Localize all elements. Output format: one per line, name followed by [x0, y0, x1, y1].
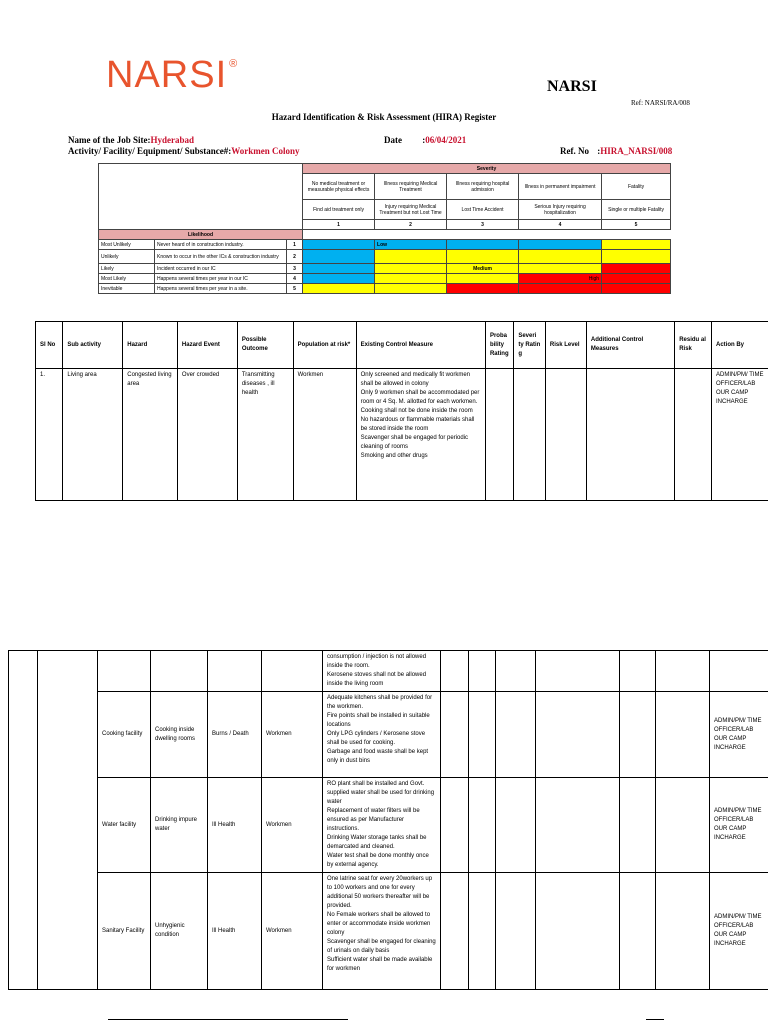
- severity-desc: Fatality: [602, 174, 671, 200]
- population: [262, 651, 323, 692]
- control-measures: One latrine seat for every 20workers up to 100 workers and one for every additional 50 workers thereafter will be provided. No Female workers shall be allowed to enter or accommodate inside workmen colony Scavenger shall be engaged for cleaning of urinals on daily basis Sufficient water shall be made available for workmen: [323, 873, 441, 990]
- severity-number: 4: [519, 220, 602, 230]
- action-by: ADMIN/PM/ TIME OFFICER/LAB OUR CAMP INCHARGE: [710, 692, 768, 778]
- residual-risk: [620, 692, 656, 778]
- risk-cell: [519, 250, 602, 264]
- risk-cell: [375, 274, 447, 284]
- likelihood-name: Unlikely: [99, 250, 155, 264]
- risk-cell: [602, 250, 671, 264]
- likelihood-name: Most Likely: [99, 274, 155, 284]
- table-row: [9, 651, 768, 692]
- signature-line-left: [108, 1019, 348, 1020]
- medium-label: Medium: [473, 265, 492, 272]
- hazard: Unhygienic condition: [151, 873, 208, 990]
- risk-cell: [447, 284, 519, 294]
- col-header: Residu al Risk: [675, 322, 712, 369]
- risk-cell: [375, 264, 447, 274]
- col-header: Proba bility Rating: [485, 322, 513, 369]
- risk-cell: [602, 240, 671, 250]
- likelihood-number: 5: [287, 284, 303, 294]
- col-header: Action By: [711, 322, 768, 369]
- activity-line: [68, 146, 300, 156]
- risk-cell: [447, 250, 519, 264]
- col-header: Population at risk*: [293, 322, 356, 369]
- risk-level: [496, 778, 536, 873]
- additional-measures: [536, 692, 620, 778]
- risk-cell: [602, 264, 671, 274]
- population: Workmen: [262, 692, 323, 778]
- risk-cell: [447, 264, 519, 274]
- action-by-blank: [656, 873, 710, 990]
- likelihood-number: 3: [287, 264, 303, 274]
- risk-level: [496, 651, 536, 692]
- control-measures: Only screened and medically fit workmen shall be allowed in colony Only 9 workmen shall be accommodated per room or 4 Sq. M. allotted for each workmen. Cooking shall not be done inside the room No hazardous or flammable materials shall be stored inside the room Scavenger shall be engaged for periodic cleaning of rooms Smoking and other drugs: [356, 369, 485, 501]
- brand-name: NARSI: [547, 78, 597, 95]
- additional-measures: [586, 369, 674, 501]
- ref-no-line: [560, 146, 672, 156]
- probability: [441, 778, 469, 873]
- additional-measures: [536, 778, 620, 873]
- col-header: Sub activity: [63, 322, 123, 369]
- additional-measures: [536, 651, 620, 692]
- severity: [469, 651, 496, 692]
- col-header: Additional Control Measures: [586, 322, 674, 369]
- sub-activity: Water facility: [98, 778, 151, 873]
- severity-desc: Illness requiring Medical Treatment: [375, 174, 447, 200]
- severity-desc: No medical treatment or measurable physical effects: [303, 174, 375, 200]
- likelihood-desc: Happens several times per year in our IC: [155, 274, 287, 284]
- date-label: Date: [384, 135, 402, 145]
- likelihood-name: Likely: [99, 264, 155, 274]
- severity-desc: Illness requiring hospital admission: [447, 174, 519, 200]
- matrix-gap: [303, 230, 671, 240]
- risk-cell: [519, 284, 602, 294]
- risk-cell: [303, 240, 375, 250]
- risk-cell: [375, 250, 447, 264]
- activity-value: Workmen Colony: [231, 146, 300, 156]
- col-header: Sl No: [36, 322, 63, 369]
- date-value: 06/04/2021: [425, 135, 467, 145]
- registered-mark: ®: [229, 58, 239, 70]
- ref-no-value: HIRA_NARSI/008: [600, 146, 673, 156]
- likelihood-desc: Happens several times per year in a site.: [155, 284, 287, 294]
- sub-activity-group: [38, 651, 98, 990]
- col-header: Hazard: [123, 322, 178, 369]
- risk-cell: [519, 274, 602, 284]
- hazard: Cooking inside dwelling rooms: [151, 692, 208, 778]
- job-site-line: [68, 135, 194, 145]
- activity-label: Activity/ Facility/ Equipment/ Substance#:: [68, 146, 232, 156]
- risk-cell: [375, 240, 447, 250]
- risk-cell: [447, 274, 519, 284]
- severity: [514, 369, 546, 501]
- ref-no-label: Ref. No: [560, 146, 589, 156]
- risk-cell: [602, 284, 671, 294]
- possible-outcome: Ill Health: [208, 873, 262, 990]
- severity-desc: Illness in permanent impairment: [519, 174, 602, 200]
- company-logo: [106, 54, 239, 97]
- sub-activity: Sanitary Facility: [98, 873, 151, 990]
- col-header: Existing Control Measure: [356, 322, 485, 369]
- risk-level: [496, 873, 536, 990]
- possible-outcome: Burns / Death: [208, 692, 262, 778]
- sl-no: [9, 651, 38, 990]
- risk-cell: [303, 250, 375, 264]
- matrix-blank: [99, 164, 303, 230]
- date-line: [384, 135, 466, 145]
- severity-number: 5: [602, 220, 671, 230]
- severity-number: 2: [375, 220, 447, 230]
- severity: [469, 778, 496, 873]
- risk-cell: [303, 264, 375, 274]
- document-title: Hazard Identification & Risk Assessment (HIRA) Register: [271, 112, 497, 122]
- severity-header: Severity: [303, 164, 671, 174]
- risk-cell: [303, 284, 375, 294]
- possible-outcome: [208, 651, 262, 692]
- control-measures: consumption / injection is not allowed inside the room. Kerosene stoves shall not be allowed inside the living room: [323, 651, 441, 692]
- likelihood-number: 2: [287, 250, 303, 264]
- severity-example: Serious Injury requiring hospitalization: [519, 200, 602, 220]
- additional-measures: [536, 873, 620, 990]
- action-by: [656, 651, 710, 692]
- action-by: ADMIN/PM/ TIME OFFICER/LAB OUR CAMP INCHARGE: [710, 873, 768, 990]
- table-row: [9, 873, 768, 990]
- severity-number: 3: [447, 220, 519, 230]
- sub-activity: Cooking facility: [98, 692, 151, 778]
- col-header: Risk Level: [545, 322, 586, 369]
- risk-cell: [602, 274, 671, 284]
- likelihood-desc: Incident occurred in our IC: [155, 264, 287, 274]
- action-by-blank: [656, 778, 710, 873]
- risk-cell: [519, 264, 602, 274]
- hazard: Drinking impure water: [151, 778, 208, 873]
- likelihood-desc: Never heard of in construction industry.: [155, 240, 287, 250]
- risk-matrix: [98, 163, 671, 294]
- table-row: [36, 369, 768, 501]
- severity-example: Lost Time Accident: [447, 200, 519, 220]
- col-header: Hazard Event: [177, 322, 237, 369]
- high-label: High: [588, 275, 600, 282]
- action-by: ADMIN/PM/ TIME OFFICER/LAB OUR CAMP INCHARGE: [710, 778, 768, 873]
- sub-activity: [98, 651, 151, 692]
- severity-example: Single or multiple Fatality: [602, 200, 671, 220]
- risk-cell: [447, 240, 519, 250]
- hazard-event: Over crowded: [177, 369, 237, 501]
- likelihood-name: Inevitable: [99, 284, 155, 294]
- action-by: ADMIN/PM/ TIME OFFICER/LAB OUR CAMP INCHARGE: [711, 369, 768, 501]
- probability: [441, 651, 469, 692]
- possible-outcome: Ill Health: [208, 778, 262, 873]
- job-site-label: Name of the Job Site:: [68, 135, 151, 145]
- risk-cell: [303, 274, 375, 284]
- residual-risk: [620, 873, 656, 990]
- hira-table-page2: [8, 650, 768, 990]
- likelihood-name: Most Unlikely: [99, 240, 155, 250]
- job-site-value: Hyderabad: [150, 135, 195, 145]
- severity-example: Injury requiring Medical Treatment but not Lost Time: [375, 200, 447, 220]
- risk-cell: [519, 240, 602, 250]
- possible-outcome: Transmitting diseases , ill health: [237, 369, 293, 501]
- likelihood-header: Likelihood: [99, 230, 303, 240]
- sub-activity: Living area: [63, 369, 123, 501]
- control-measures: Adequate kitchens shall be provided for the workmen. Fire points shall be installed in suitable locations Only LPG cylinders / Kerosene stove shall be used for cooking. Garbage and food waste shall be kept only in dust bins: [323, 692, 441, 778]
- population: Workmen: [293, 369, 356, 501]
- severity: [469, 692, 496, 778]
- low-label: Low: [377, 241, 388, 248]
- risk-level: [496, 692, 536, 778]
- risk-level: [545, 369, 586, 501]
- hazard: [151, 651, 208, 692]
- residual-risk: [620, 651, 656, 692]
- extra-col: [710, 651, 768, 692]
- table-row: [9, 778, 768, 873]
- document-ref: Ref: NARSI/RA/008: [631, 99, 690, 107]
- likelihood-desc: Known to occur in the other ICs & construction industry: [155, 250, 287, 264]
- likelihood-number: 1: [287, 240, 303, 250]
- date-sep: :: [422, 135, 426, 145]
- ref-no-sep: :: [597, 146, 601, 156]
- risk-cell: [375, 284, 447, 294]
- residual-risk: [620, 778, 656, 873]
- control-measures: RO plant shall be installed and Govt. supplied water shall be used for drinking water Replacement of water filters will be ensured as per Manufacturer instructions. Drinking Water storage tanks shall be demarcated and cleaned. Water test shall be done monthly once by external agency.: [323, 778, 441, 873]
- probability: [441, 873, 469, 990]
- logo-text: NARSI: [106, 54, 228, 96]
- residual-risk: [675, 369, 712, 501]
- hira-table-page1: [35, 321, 768, 501]
- severity-example: Find aid treatment only: [303, 200, 375, 220]
- signature-line-right: [646, 1019, 664, 1020]
- likelihood-number: 4: [287, 274, 303, 284]
- probability: [485, 369, 513, 501]
- sl-no: 1.: [36, 369, 63, 501]
- hazard: Congested living area: [123, 369, 178, 501]
- severity-number: 1: [303, 220, 375, 230]
- col-header: Possible Outcome: [237, 322, 293, 369]
- severity: [469, 873, 496, 990]
- population: Workmen: [262, 873, 323, 990]
- action-by-blank: [656, 692, 710, 778]
- population: Workmen: [262, 778, 323, 873]
- probability: [441, 692, 469, 778]
- col-header: Severi ty Ratin g: [514, 322, 546, 369]
- table-row: [9, 692, 768, 778]
